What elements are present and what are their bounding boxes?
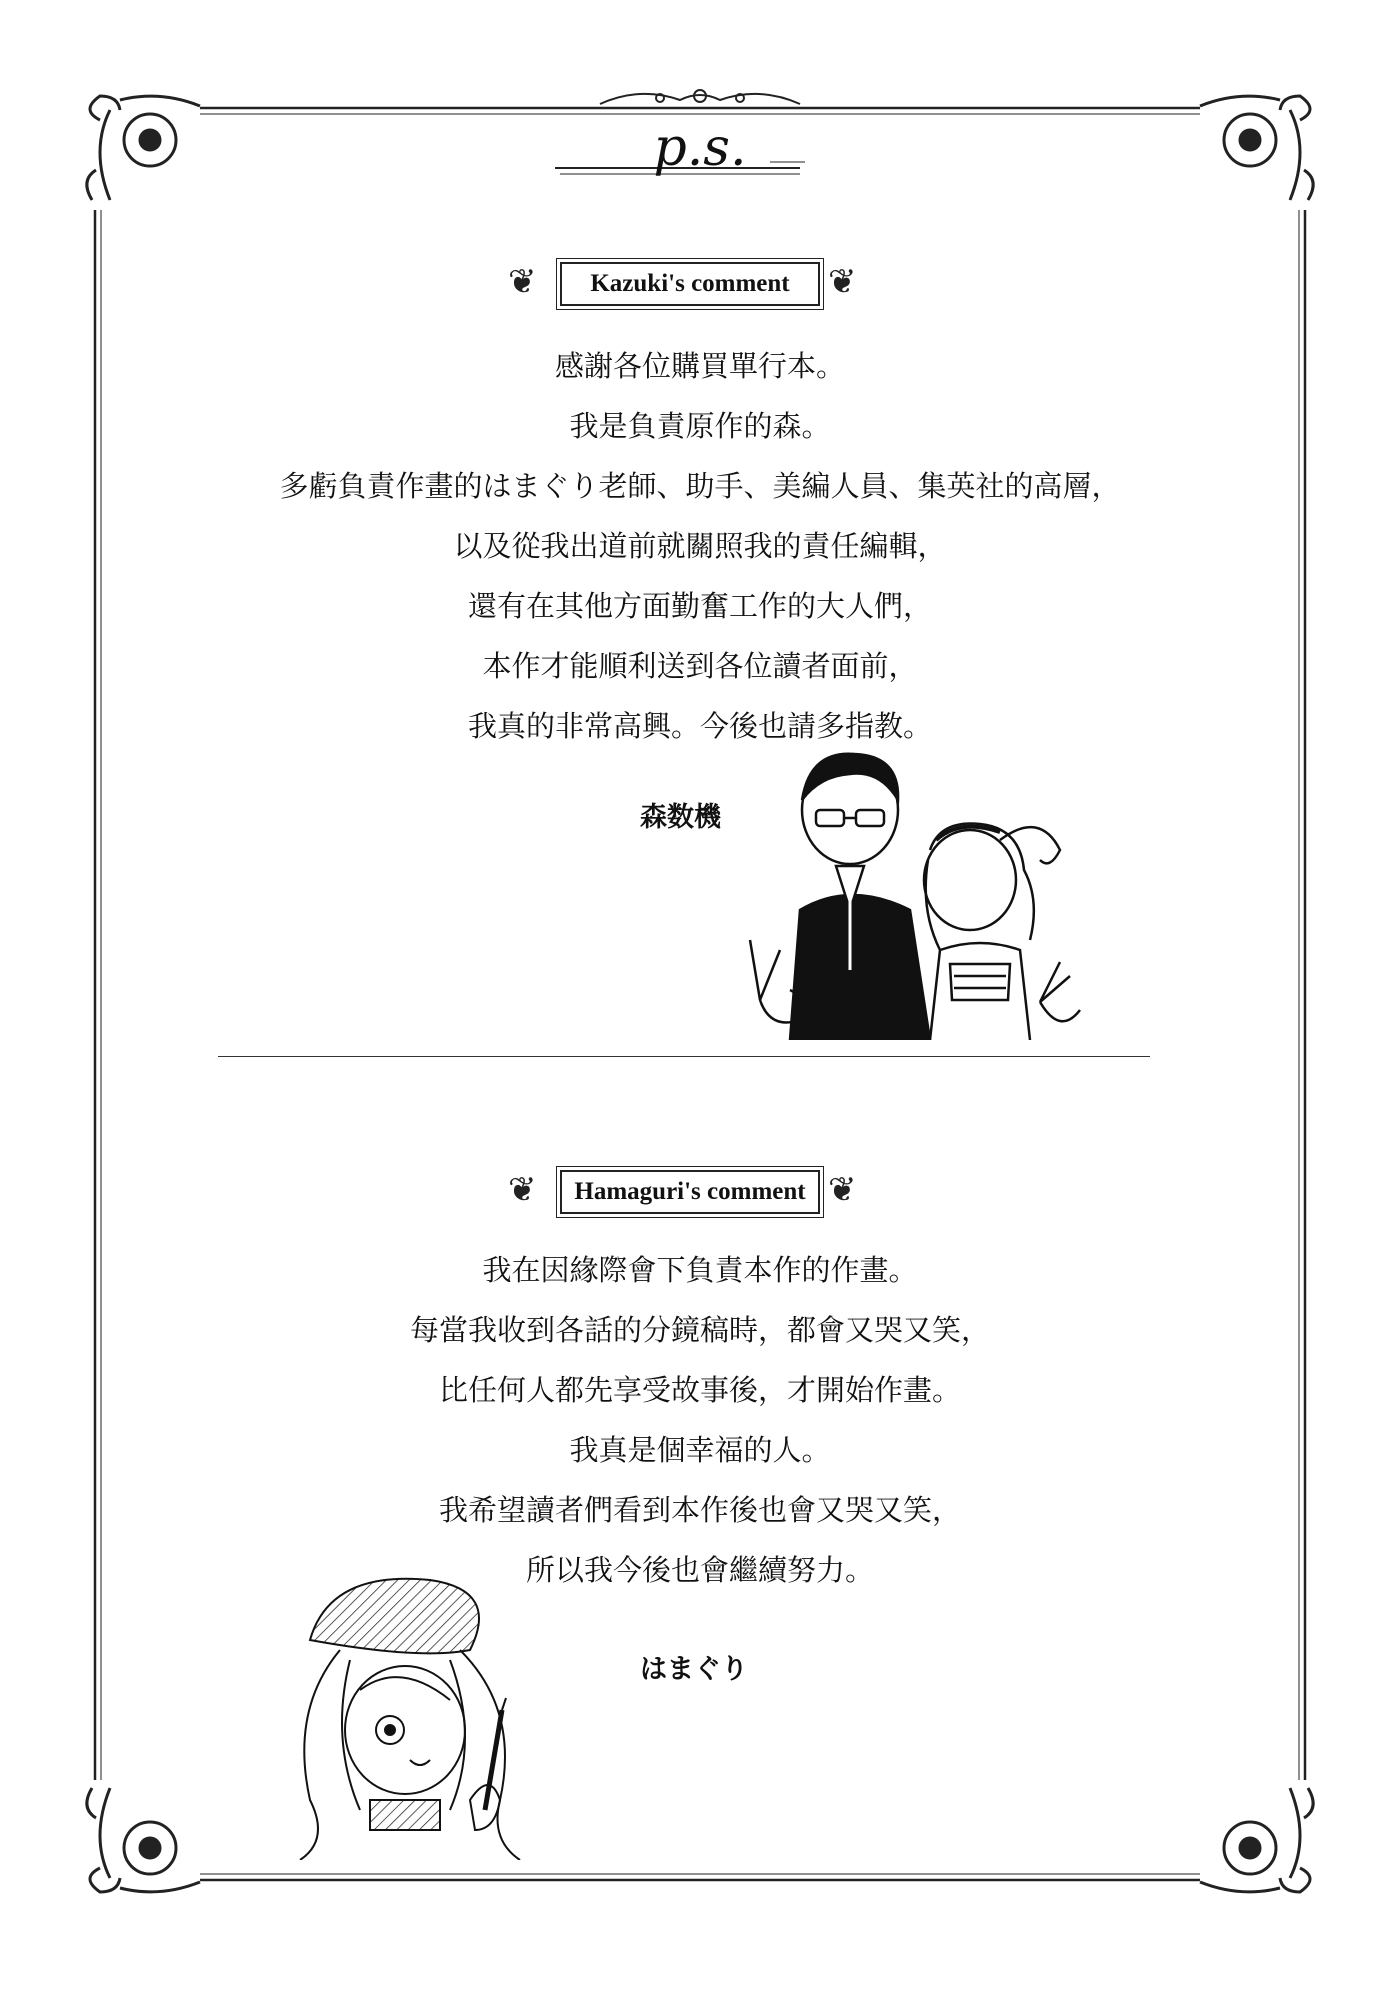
artist-girl-illustration (270, 1560, 610, 1860)
heading-flourish-right: ❦ (828, 262, 857, 302)
heading-flourish-left: ❦ (508, 262, 537, 302)
comment-line: 我在因緣際會下負責本作的作畫。 (482, 1253, 918, 1287)
corner-ornament-bottom-left (87, 1788, 200, 1892)
comment-line: 多虧負責作畫的はまぐり老師、助手、美編人員、集英社的高層， (279, 469, 1121, 503)
heading-flourish-right: ❦ (828, 1170, 857, 1210)
comment-line: 比任何人都先享受故事後，才開始作畫。 (438, 1373, 961, 1407)
corner-ornament-top-right (1200, 96, 1313, 200)
comment-line: 還有在其他方面勤奮工作的大人們， (467, 589, 932, 623)
top-flourish (600, 90, 800, 104)
comment-line: 我希望讀者們看到本作後也會又哭又笑， (438, 1493, 961, 1527)
comment-line: 本作才能順利送到各位讀者面前， (482, 649, 918, 683)
comment-line: 所以我今後也會繼續努力。 (525, 1553, 874, 1587)
kazuki-comment-body (160, 336, 1240, 756)
comment-line: 我真的非常高興。今後也請多指教。 (467, 709, 932, 743)
corner-ornament-top-left (87, 96, 200, 200)
kazuki-comment-heading: Kazuki's comment (560, 262, 820, 306)
comment-line: 感謝各位購買單行本。 (554, 349, 845, 383)
section-divider (218, 1056, 1150, 1057)
heading-flourish-left: ❦ (508, 1170, 537, 1210)
hamaguri-comment-body (160, 1240, 1240, 1600)
comment-line: 我真是個幸福的人。 (569, 1433, 831, 1467)
corner-ornament-bottom-right (1200, 1788, 1313, 1892)
hamaguri-comment-heading: Hamaguri's comment (560, 1170, 820, 1214)
page-title: p.s. (653, 118, 747, 178)
comment-line: 以及從我出道前就關照我的責任編輯， (453, 529, 947, 563)
hamaguri-signature: はまぐり (640, 1654, 748, 1685)
butler-maid-illustration (740, 740, 1180, 1040)
comment-line: 我是負責原作的森。 (569, 409, 831, 443)
kazuki-signature: 森数機 (640, 802, 721, 833)
comment-line: 每當我收到各話的分鏡稿時，都會又哭又笑， (409, 1313, 990, 1347)
